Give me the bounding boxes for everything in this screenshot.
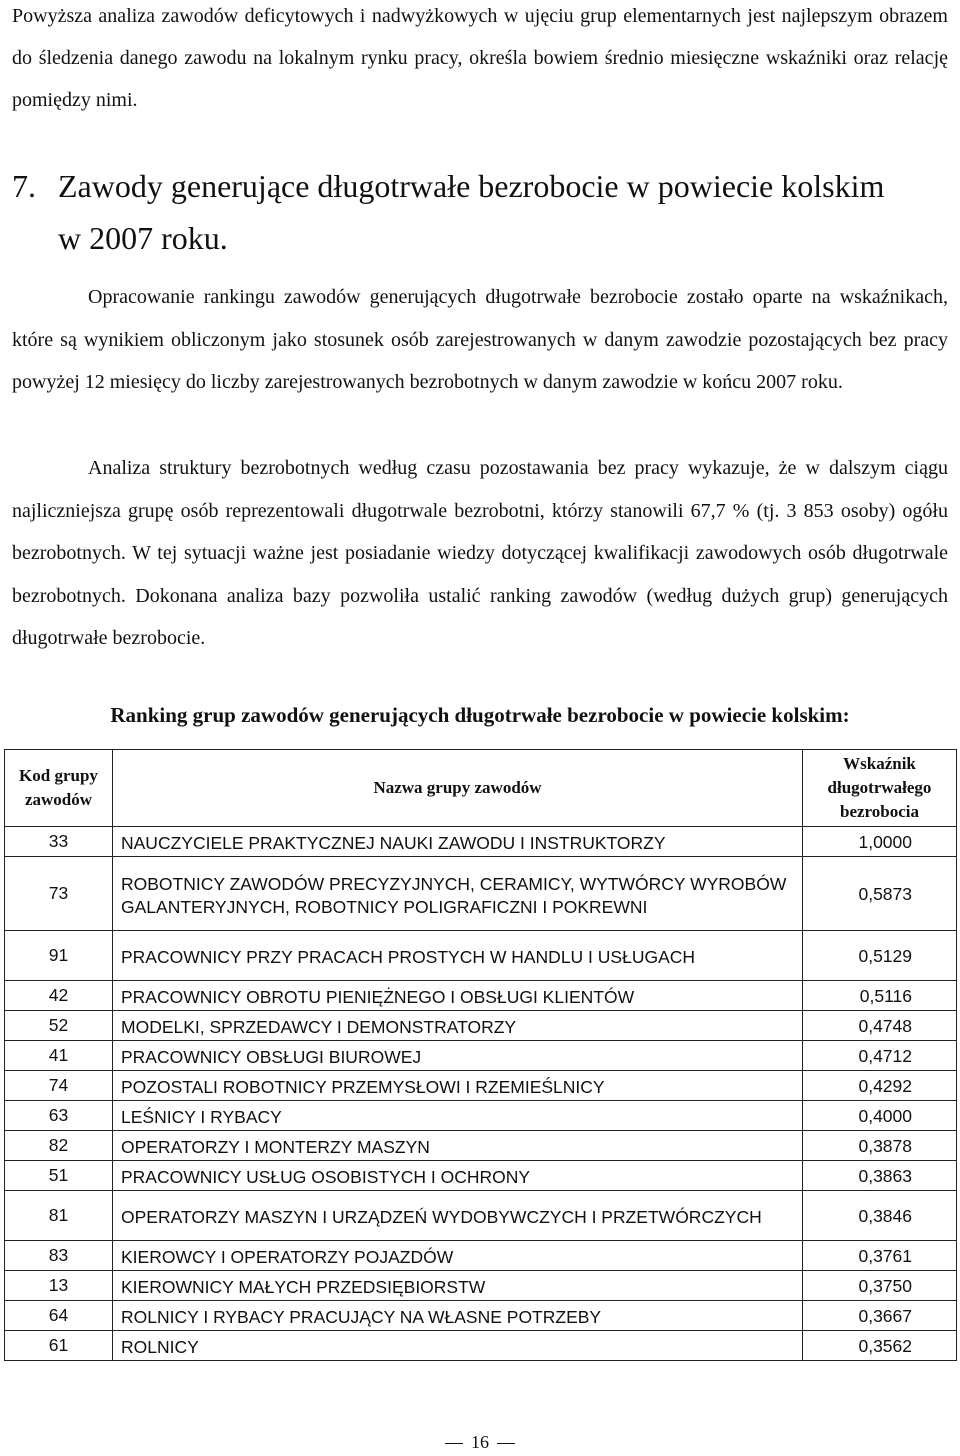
row-value: 0,4748 (803, 1011, 957, 1041)
row-value: 0,4000 (803, 1101, 957, 1131)
analysis-paragraph: Analiza struktury bezrobotnych według czasu pozostawania bez pracy wykazuje, że w dalszym ciągu najliczniejsza grupę osób reprezentowali długotrwale bezrobotni, którzy stanowili 67,7 % (tj. 3 853 osoby) ogółu bezrobotnych. W tej sytuacji ważne jest posiadanie wiedzy dotyczącej kwalifikacji zawodowych osób długotrwale bezrobotnych. Dokonana analiza bazy pozwoliła ustalić ranking zawodów (według dużych grup) generujących długotrwałe bezrobocie. (12, 457, 948, 649)
table-row (5, 1331, 957, 1361)
row-value: 0,3750 (803, 1271, 957, 1301)
table-row (5, 981, 957, 1011)
table-row (5, 1271, 957, 1301)
row-code: 81 (5, 1191, 113, 1241)
methodology-paragraph: Opracowanie rankingu zawodów generujących długotrwałe bezrobocie zostało oparte na wskaźnikach, które są wynikiem obliczonym jako stosunek osób zarejestrowanych w danym zawodzie pozostających bez pracy powyżej 12 miesięcy do liczby zarejestrowanych bezrobotnych w danym zawodzie w końcu 2007 roku. (12, 286, 948, 393)
row-name: PRACOWNICY OBROTU PIENIĘŻNEGO I OBSŁUGI KLIENTÓW (113, 981, 803, 1011)
row-name: POZOSTALI ROBOTNICY PRZEMYSŁOWI I RZEMIEŚLNICY (113, 1071, 803, 1101)
header-index: Wskaźnik długotrwałego bezrobocia (803, 750, 957, 827)
row-name: KIEROWNICY MAŁYCH PRZEDSIĘBIORSTW (113, 1271, 803, 1301)
header-code: Kod grupy zawodów (5, 750, 113, 827)
section-title-line1: Zawody generujące długotrwałe bezrobocie w powiecie kolskim (58, 168, 885, 204)
intro-paragraph: Powyższa analiza zawodów deficytowych i nadwyżkowych w ujęciu grup elementarnych jest najlepszym obrazem do śledzenia danego zawodu na lokalnym rynku pracy, określa bowiem średnio miesięczne wskaźniki oraz relację pomiędzy nimi. (12, 5, 948, 111)
section-heading (12, 160, 884, 264)
row-code: 52 (5, 1011, 113, 1041)
row-code: 61 (5, 1331, 113, 1361)
row-name: PRACOWNICY USŁUG OSOBISTYCH I OCHRONY (113, 1161, 803, 1191)
table-row (5, 1161, 957, 1191)
row-value: 0,3878 (803, 1131, 957, 1161)
row-code: 64 (5, 1301, 113, 1331)
row-value: 0,3863 (803, 1161, 957, 1191)
row-value: 0,3562 (803, 1331, 957, 1361)
row-code: 63 (5, 1101, 113, 1131)
row-value: 0,3667 (803, 1301, 957, 1331)
row-name: ROLNICY I RYBACY PRACUJĄCY NA WŁASNE POTRZEBY (113, 1301, 803, 1331)
table-row (5, 1191, 957, 1241)
row-code: 83 (5, 1241, 113, 1271)
row-code: 13 (5, 1271, 113, 1301)
page-footer (0, 1432, 960, 1453)
row-name: ROBOTNICY ZAWODÓW PRECYZYJNYCH, CERAMICY, WYTWÓRCY WYROBÓW GALANTERYJNYCH, ROBOTNICY POLIGRAFICZNI I POKREWNI (113, 857, 803, 931)
row-code: 42 (5, 981, 113, 1011)
row-name: OPERATORZY MASZYN I URZĄDZEŃ WYDOBYWCZYCH I PRZETWÓRCZYCH (113, 1191, 803, 1241)
row-code: 91 (5, 931, 113, 981)
table-row (5, 1131, 957, 1161)
table-row (5, 1041, 957, 1071)
row-name: PRACOWNICY PRZY PRACACH PROSTYCH W HANDLU I USŁUGACH (113, 931, 803, 981)
row-value: 0,3761 (803, 1241, 957, 1271)
row-value: 1,0000 (803, 827, 957, 857)
page-number: 16 (471, 1432, 489, 1452)
row-name: KIEROWCY I OPERATORZY POJAZDÓW (113, 1241, 803, 1271)
row-value: 0,5129 (803, 931, 957, 981)
row-code: 74 (5, 1071, 113, 1101)
table-row (5, 931, 957, 981)
page-number-dash-left (445, 1443, 463, 1444)
row-code: 82 (5, 1131, 113, 1161)
table-row (5, 1011, 957, 1041)
row-code: 51 (5, 1161, 113, 1191)
row-name: LEŚNICY I RYBACY (113, 1101, 803, 1131)
table-row (5, 857, 957, 931)
table-row (5, 1071, 957, 1101)
row-code: 41 (5, 1041, 113, 1071)
ranking-table (4, 749, 957, 1361)
table-row (5, 827, 957, 857)
row-value: 0,3846 (803, 1191, 957, 1241)
row-code: 33 (5, 827, 113, 857)
row-value: 0,4292 (803, 1071, 957, 1101)
row-value: 0,4712 (803, 1041, 957, 1071)
row-value: 0,5873 (803, 857, 957, 931)
row-code: 73 (5, 857, 113, 931)
table-header-row (5, 750, 957, 827)
page-number-dash-right (497, 1443, 515, 1444)
table-row (5, 1301, 957, 1331)
table-title: Ranking grup zawodów generujących długotrwałe bezrobocie w powiecie kolskim: (110, 703, 850, 727)
section-title-line2: w 2007 roku. (58, 220, 228, 256)
row-name: NAUCZYCIELE PRAKTYCZNEJ NAUKI ZAWODU I INSTRUKTORZY (113, 827, 803, 857)
row-name: ROLNICY (113, 1331, 803, 1361)
table-body (5, 827, 957, 1361)
row-name: OPERATORZY I MONTERZY MASZYN (113, 1131, 803, 1161)
header-name: Nazwa grupy zawodów (113, 750, 803, 827)
table-row (5, 1101, 957, 1131)
section-number: 7. (12, 168, 36, 204)
row-name: MODELKI, SPRZEDAWCY I DEMONSTRATORZY (113, 1011, 803, 1041)
row-value: 0,5116 (803, 981, 957, 1011)
row-name: PRACOWNICY OBSŁUGI BIUROWEJ (113, 1041, 803, 1071)
table-row (5, 1241, 957, 1271)
